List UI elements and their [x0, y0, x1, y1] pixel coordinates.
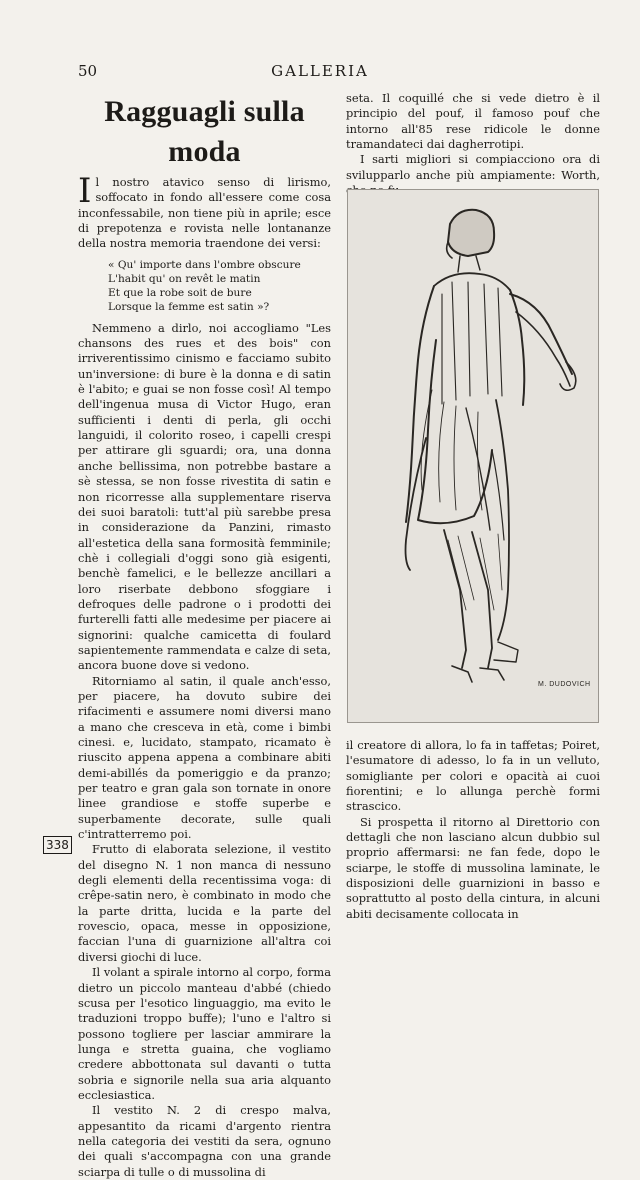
- page-number: 50: [78, 62, 98, 80]
- fashion-illustration: [347, 189, 599, 723]
- intro-text: l nostro atavico senso di lirismo, soffocato in fondo all'essere come cosa inconfessabile, non tiene più in aprile; esce di prepotenza e rovista nelle lontananze della nostra memoria traendone dei versi:: [78, 175, 331, 251]
- running-title: GALLERIA: [271, 62, 369, 80]
- paragraph: Il volant a spirale intorno al corpo, forma dietro un piccolo manteau d'abbé (chiedo scusa per l'esotico linguaggio, ma evito le traduzioni troppo buffe); l'uno e l'altro si possono togliere per lasciar ammirare la lunga e stretta guaina, che vogliamo credere abbottonata sul davanti o tutta sobria e signorile nella sua aria alquanto ecclesiastica.: [78, 965, 331, 1102]
- paragraph: Il vestito N. 2 di crespo malva, appesantito da ricami d'argento rientra nella categoria dei vestiti da sera, ognuno dei quali s'accompagna con una grande sciarpa di tulle o di mussolina di: [78, 1103, 331, 1179]
- article-right-column-top: [346, 91, 600, 198]
- artist-signature: M. DUDOVICH: [538, 681, 591, 688]
- paragraph: Si prospetta il ritorno al Direttorio con dettagli che non lasciano alcun dubbio sul proprio affermarsi: ne fan fede, dopo le sciarpe, le stoffe di mussolina laminate, le disposizioni delle guarnizioni in basso e soprattutto al posto della cintura, in alcuni abiti decisamente collocata in: [346, 814, 600, 921]
- paragraph: il creatore di allora, lo fa in taffetas; Poiret, l'esumatore di adesso, lo fa in un velluto, somigliante per colori e opacità ai cuoi fiorentini; e lo allunga perchè formi strascico.: [346, 738, 600, 814]
- verse-line: Lorsque la femme est satin »?: [108, 300, 270, 313]
- intro-paragraph: [78, 171, 331, 252]
- folio-number: 338: [43, 836, 72, 854]
- verse-quote: [108, 258, 331, 314]
- illustration-drawing: [348, 190, 598, 722]
- article-left-column: [78, 92, 331, 1180]
- article-right-column-bottom: [346, 738, 600, 922]
- verse-line: L'habit qu' on revêt le matin: [108, 272, 261, 285]
- paragraph: seta. Il coquillé che si vede dietro è il principio del pouf, il famoso pouf che intorno all'85 rese ridicole le donne tramandateci dai dagherrotipi.: [346, 91, 600, 152]
- drop-cap: I: [78, 171, 92, 211]
- paragraph: I sarti migliori si compiacciono ora di svilupparlo anche più ampiamente: Worth,: [346, 152, 600, 182]
- paragraph: Frutto di elaborata selezione, il vestito del disegno N. 1 non manca di nessuno degli elementi della recentissima voga: di crêpe-satin nero, è combinato in modo che la parte dritta, lucida e la parte del rovescio, opaca, messe in opposizione, faccian l'una di guarnizione all'altra coi diversi giochi di luce.: [78, 842, 331, 964]
- verse-line: Et que la robe soit de bure: [108, 286, 252, 299]
- verse-line: « Qu' importe dans l'ombre obscure: [108, 258, 301, 271]
- paragraph: Ritorniamo al satin, il quale anch'esso, per piacere, ha dovuto subire dei rifacimenti e assumere nomi diversi mano a mano che cresceva in età, come i bimbi cinesi. e, lucidato, stampato, ricamato è riuscito appena appena a combinare abiti demi-abillés da pomeriggio e da pranzo; per teatro e gran gala son tornate in onore linee grandiose e stoffe superbe e superbamente decorate, sulle quali c'intratterremo poi.: [78, 673, 331, 842]
- paragraph: Nemmeno a dirlo, noi accogliamo "Les chansons des rues et des bois" con irriverentissimo cinismo e facciamo subito un'inversione: di bure è la donna e di satin è l'abito; e guai se non fosse così! Al tempo dell'ingenua musa di Victor Hugo, eran sufficienti i denti di perla, gli occhi languidi, il colorito roseo, i capelli crespi per attirare gli sguardi; ora, una donna anche bellissima, non potrebbe bastare a sè stessa, se non fosse rivestita di satin e non ricorresse alla supplementare riserva dei suoi baratoli: tutt'al più sarebbe presa in considerazione da Panzini, rimasto all'estetica della sana formosità femminile; chè i collegiali d'oggi sono già esigenti, benchè famelici, e le bellezze ancillari a loro riserbate debbono sfoggiare i defroques delle padrone o i prodotti dei furterelli fatti alle medesime per piacere ai signorini: qualche camicetta di foulard sapientemente rammendata e calze di seta, ancora buone dove si vedono.: [78, 320, 331, 673]
- article-title: Ragguagli sulla moda: [104, 95, 305, 168]
